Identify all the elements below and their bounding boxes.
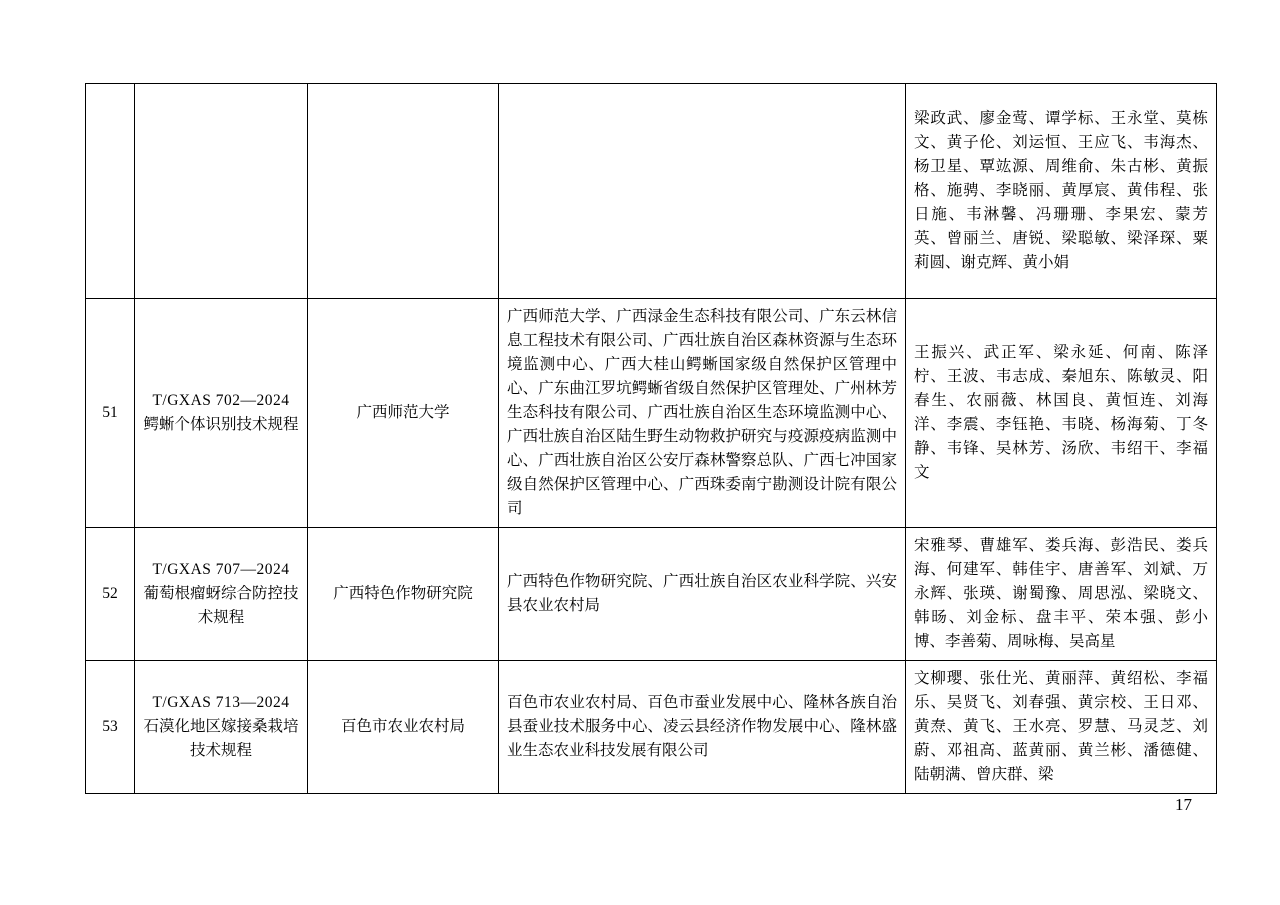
table-row <box>86 299 1217 528</box>
participants-cell: 文柳璎、张仕光、黄丽萍、黄绍松、李福乐、吴贤飞、刘春强、黄宗校、王日邓、黄焘、黄飞、王水亮、罗慧、马灵芝、刘蔚、邓祖高、蓝黄丽、黄兰彬、潘德健、陆朝满、曾庆群、梁 <box>906 661 1217 794</box>
organization-cell: 广西特色作物研究院 <box>308 528 499 661</box>
participating-units-cell <box>499 84 906 299</box>
row-number-cell: 53 <box>86 661 135 794</box>
participants-cell: 梁政武、廖金莺、谭学标、王永堂、莫栋文、黄子伦、刘运恒、王应飞、韦海杰、杨卫星、覃竑源、周维俞、朱古彬、黄振格、施骋、李晓丽、黄厚宸、黄伟程、张日施、韦淋馨、冯珊珊、李果宏、蒙芳英、曾丽兰、唐锐、梁聪敏、梁泽琛、粟莉圆、谢克辉、黄小娟 <box>906 84 1217 299</box>
organization-cell: 广西师范大学 <box>308 299 499 528</box>
standard-code: T/GXAS 707—2024 <box>152 561 290 579</box>
standard-title: 石漠化地区嫁接桑栽培技术规程 <box>143 718 299 760</box>
participating-units-cell: 广西师范大学、广西渌金生态科技有限公司、广东云林信息工程技术有限公司、广西壮族自治区森林资源与生态环境监测中心、广西大桂山鳄蜥国家级自然保护区管理中心、广东曲江罗坑鳄蜥省级自然保护区管理处、广州林芳生态科技有限公司、广西壮族自治区生态环境监测中心、广西壮族自治区陆生野生动物救护研究与疫源疫病监测中心、广西壮族自治区公安厅森林警察总队、广西七冲国家级自然保护区管理中心、广西珠委南宁勘测设计院有限公司 <box>499 299 906 528</box>
table-row <box>86 528 1217 661</box>
organization-cell <box>308 84 499 299</box>
standard-code: T/GXAS 713—2024 <box>152 694 290 712</box>
table-row <box>86 84 1217 299</box>
standard-name-cell <box>135 84 308 299</box>
row-number-cell <box>86 84 135 299</box>
standards-table <box>85 83 1217 794</box>
row-number-cell: 51 <box>86 299 135 528</box>
participating-units-cell: 广西特色作物研究院、广西壮族自治区农业科学院、兴安县农业农村局 <box>499 528 906 661</box>
participants-cell: 王振兴、武正军、梁永延、何南、陈泽柠、王波、韦志成、秦旭东、陈敏灵、阳春生、农丽薇、林国良、黄恒连、刘海洋、李震、李钰艳、韦晓、杨海菊、丁冬静、韦锋、吴林芳、汤欣、韦绍干、李福文 <box>906 299 1217 528</box>
standard-title: 鳄蜥个体识别技术规程 <box>143 416 299 434</box>
table-row <box>86 661 1217 794</box>
standard-name-cell <box>135 299 308 528</box>
participating-units-cell: 百色市农业农村局、百色市蚕业发展中心、隆林各族自治县蚕业技术服务中心、凌云县经济作物发展中心、隆林盛业生态农业科技发展有限公司 <box>499 661 906 794</box>
standard-name-cell <box>135 661 308 794</box>
row-number-cell: 52 <box>86 528 135 661</box>
page-number: 17 <box>1175 795 1192 814</box>
standard-name-cell <box>135 528 308 661</box>
standard-code: T/GXAS 702—2024 <box>152 392 290 410</box>
standard-title: 葡萄根瘤蚜综合防控技术规程 <box>143 585 299 627</box>
organization-cell: 百色市农业农村局 <box>308 661 499 794</box>
table-body <box>86 84 1217 794</box>
participants-cell: 宋雅琴、曹雄军、娄兵海、彭浩民、娄兵海、何建军、韩佳宇、唐善军、刘斌、万永辉、张瑛、谢蜀豫、周思泓、梁晓文、韩旸、刘金标、盘丰平、荣本强、彭小博、李善菊、周咏梅、吴高星 <box>906 528 1217 661</box>
